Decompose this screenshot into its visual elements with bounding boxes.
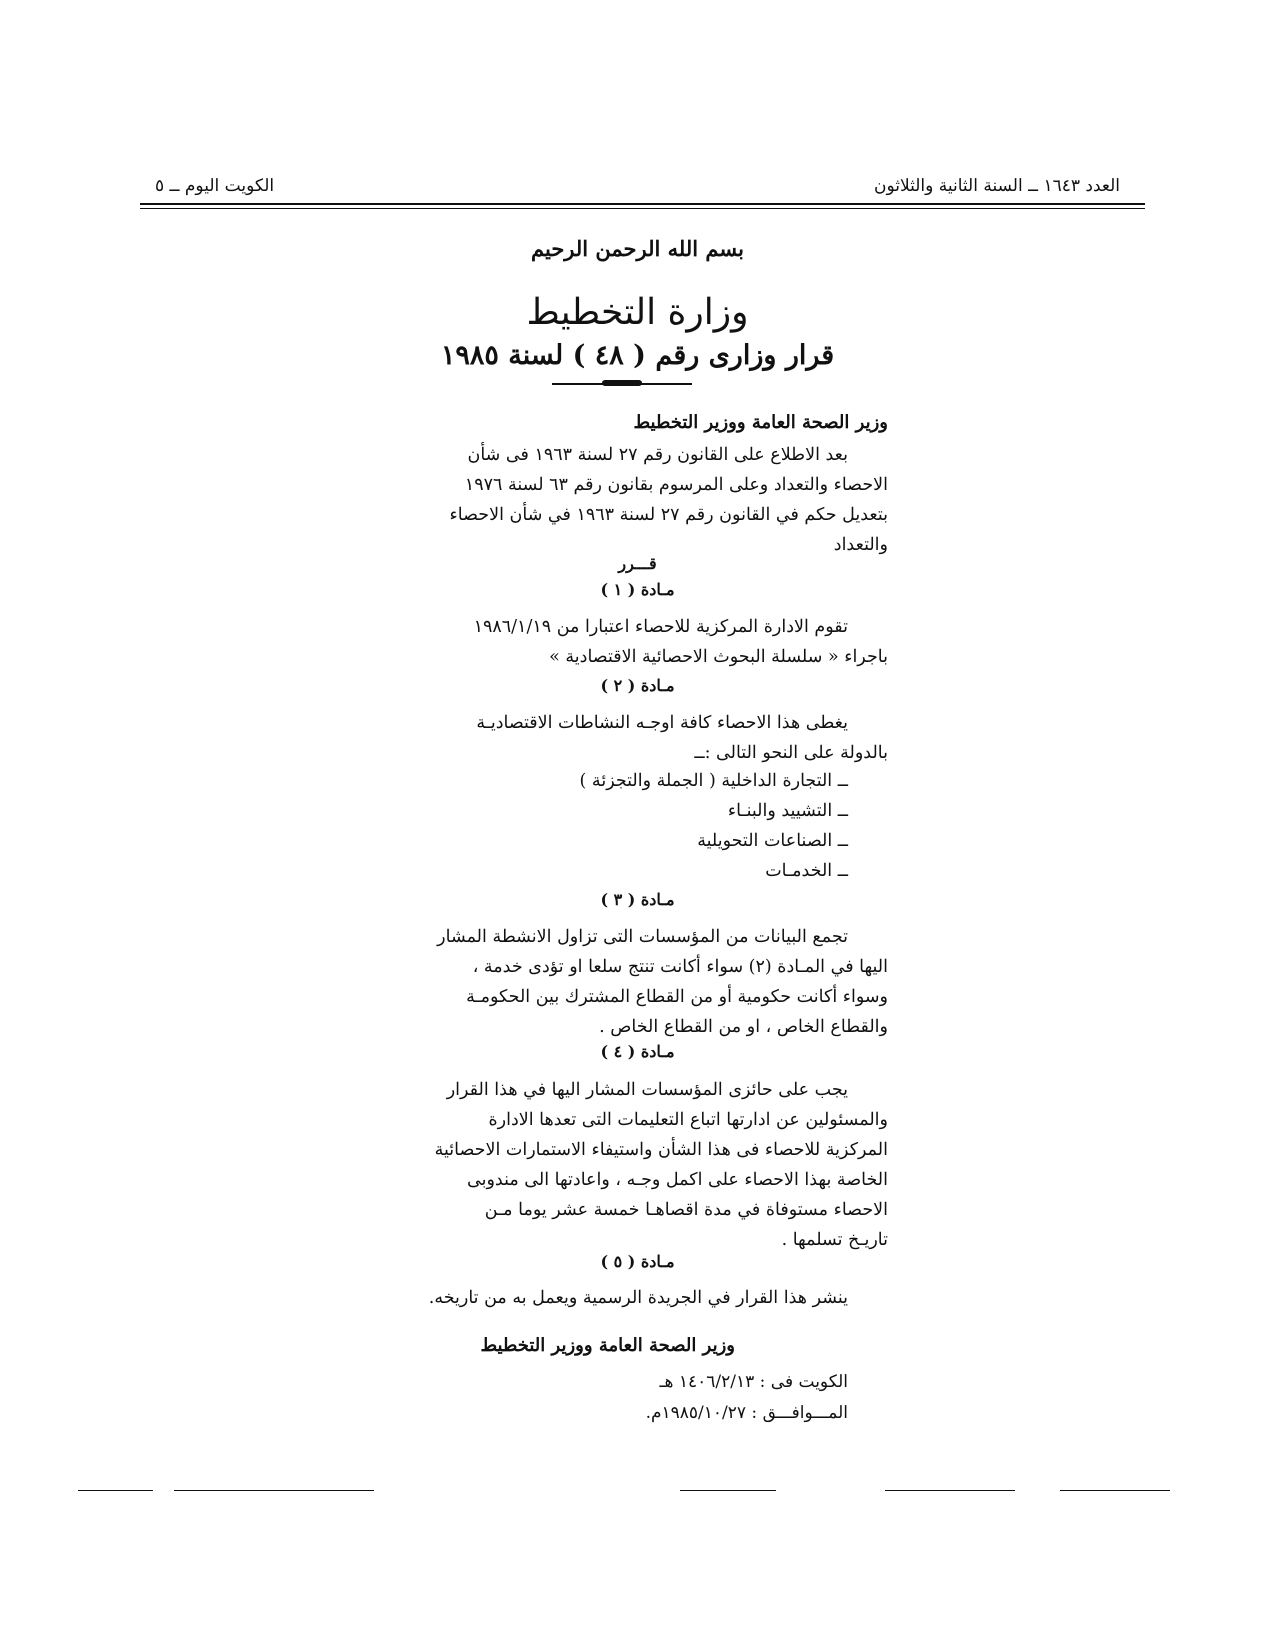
article-4-heading: مـادة ( ٤ ) [600,1042,675,1061]
article-line: تجمع البيانات من المؤسسات التى تزاول الانشطة المشار [437,927,848,947]
preamble-line: الاحصاء والتعداد وعلى المرسوم بقانون رقم ٦٣ لسنة ١٩٧٦ [464,475,888,495]
article-3-body [368,922,888,1042]
article-5-body [368,1283,888,1313]
article-line: يجب على حائزى المؤسسات المشار اليها في هذا القرار [446,1080,848,1100]
decides-heading: قـــرر [618,554,657,573]
date-hijri: الكويت فى : ١٤٠٦/٢/١٣ هـ [659,1372,848,1392]
article-2-body [368,708,888,768]
article-line: تقوم الادارة المركزية للاحصاء اعتبارا من ١٩٨٦/١/١٩ [473,617,848,637]
article-1-body [368,612,888,672]
footer-rule [680,1490,776,1491]
article-2-heading: مـادة ( ٢ ) [600,676,675,695]
article-line: ينشر هذا القرار في الجريدة الرسمية ويعمل به من تاريخه. [428,1288,848,1308]
article-line: الخاصة بهذا الاحصاء على اكمل وجـه ، واعادتها الى مندوبى [467,1170,888,1190]
preamble-line: بتعديل حكم في القانون رقم ٢٧ لسنة ١٩٦٣ في شأن الاحصاء [449,505,888,525]
footer-rule [174,1490,374,1491]
article-line: باجراء « سلسلة البحوث الاحصائية الاقتصادية » [549,647,888,667]
issue-number: العدد ١٦٤٣ ــ السنة الثانية والثلاثون [873,176,1120,196]
article-line: الاحصاء مستوفاة في مدة اقصاهـا خمسة عشر يوما مـن [484,1200,888,1220]
preamble-line: والتعداد [833,535,888,555]
ministry-name: وزارة التخطيط [526,292,749,333]
article-line: والمسئولين عن ادارتها اتباع التعليمات التى تعدها الادارة [488,1110,888,1130]
article-line: بالدولة على النحو التالى :ــ [694,743,888,763]
list-item: ــ الخدمـات [765,861,848,881]
list-item: ــ التشييد والبنـاء [727,801,848,821]
article-4-body [368,1075,888,1255]
article-line: يغطى هذا الاحصاء كافة اوجـه النشاطات الاقتصاديـة [476,713,848,733]
sector-list [580,766,848,886]
list-item: ــ الصناعات التحويلية [697,831,848,851]
article-line: المركزية للاحصاء فى هذا الشأن واستيفاء الاستمارات الاحصائية [434,1140,888,1160]
footer-rule [1060,1490,1170,1491]
article-line: تاريـخ تسلمها . [781,1230,888,1250]
signature: وزير الصحة العامة ووزير التخطيط [480,1335,735,1356]
preamble [368,440,888,560]
article-3-heading: مـادة ( ٣ ) [600,890,675,909]
list-item: ــ التجارة الداخلية ( الجملة والتجزئة ) [579,771,848,791]
preamble-line: بعد الاطلاع على القانون رقم ٢٧ لسنة ١٩٦٣ فى شأن [467,445,848,465]
article-line: والقطاع الخاص ، او من القطاع الخاص . [599,1017,888,1037]
article-line: وسواء أكانت حكومية أو من القطاع المشترك بين الحكومـة [466,987,888,1007]
footer-rule [78,1490,153,1491]
date-gregorian: المـــوافـــق : ١٩٨٥/١٠/٢٧م. [645,1403,848,1423]
decree-title: قرار وزارى رقم ( ٤٨ ) لسنة ١٩٨٥ [440,340,835,371]
article-5-heading: مـادة ( ٥ ) [600,1252,675,1271]
article-1-heading: مـادة ( ١ ) [600,580,675,599]
footer-rule [885,1490,1015,1491]
header-rule [140,203,1145,209]
newspaper-page-label: الكويت اليوم ــ ٥ [155,176,275,196]
basmala: بسم الله الرحمن الرحيم [531,236,744,261]
minister-line: وزير الصحة العامة ووزير التخطيط [633,412,888,433]
article-line: اليها في المـادة (٢) سواء أكانت تنتج سلعا او تؤدى خدمة ، [472,957,888,977]
title-ornament-center [602,380,642,386]
